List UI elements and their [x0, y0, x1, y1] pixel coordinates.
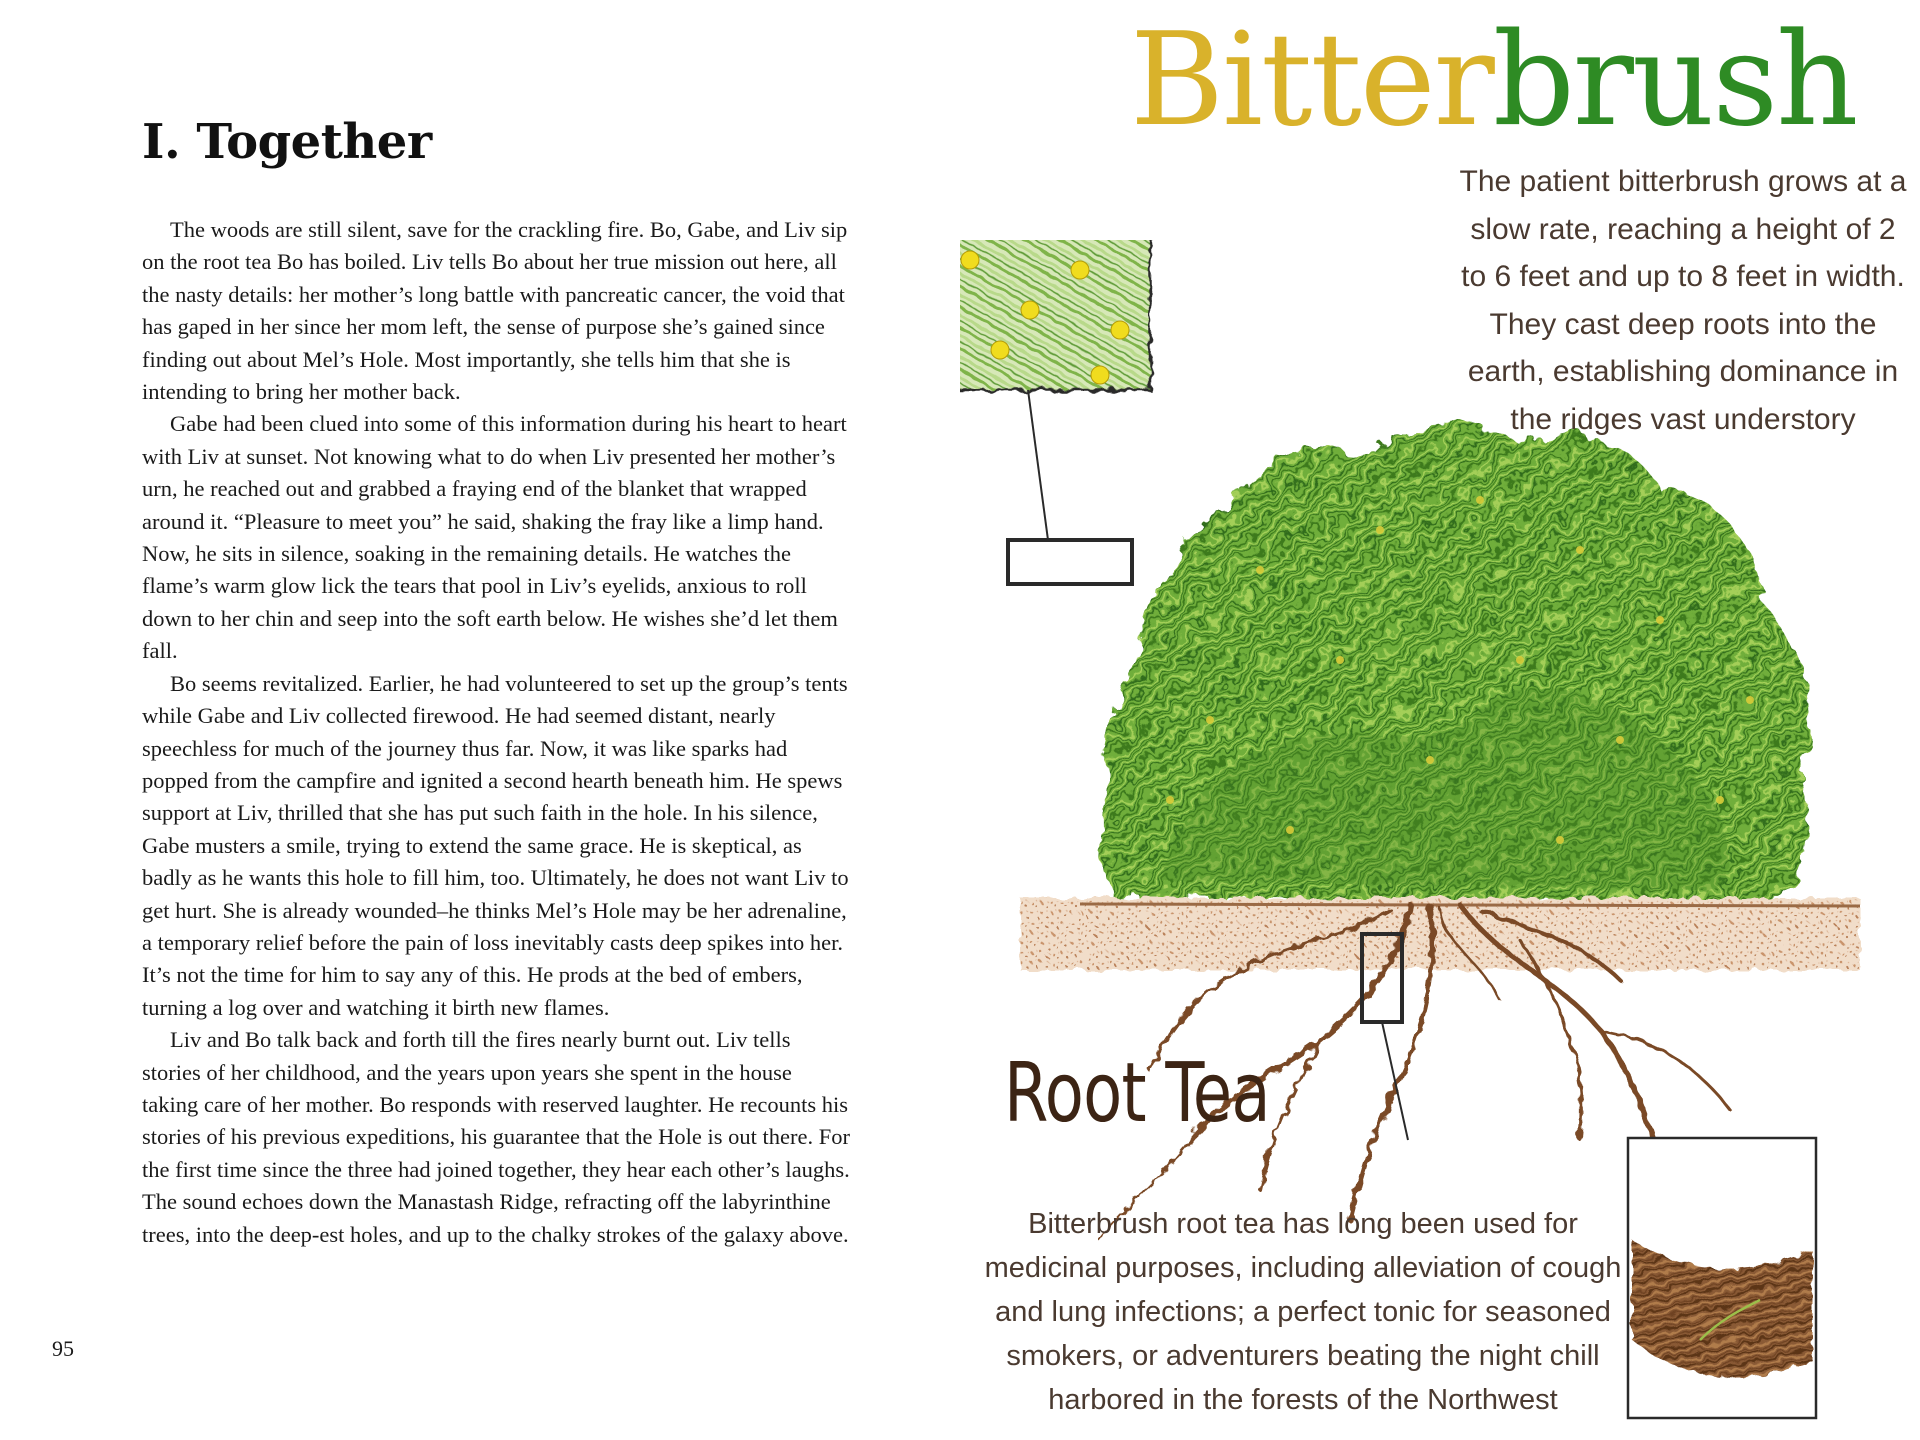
plant-title	[1130, 6, 1857, 156]
ground-line	[1080, 904, 1860, 906]
page-number: 95	[52, 1336, 74, 1361]
story-text	[142, 214, 852, 1251]
root-tea-description: Bitterbrush root tea has long been used for medicinal purposes, including alleviation of cough and lung infections; a perfect tonic for seasoned smokers, or adventurers beating the night chill harbored in the forests of the Northwest	[984, 1208, 1622, 1416]
shrub-foliage	[1102, 422, 1810, 910]
plant-intro: The patient bitterbrush grows at a slow rate, reaching a height of 2 to 6 feet and up to 8 feet in width. They cast deep roots into the earth, establishing dominance in the ridges vast understory	[1459, 165, 1907, 436]
plant-title-brush: brush	[1492, 6, 1857, 155]
plant-title-bitter: Bitter	[1130, 6, 1493, 155]
root-tea-heading: Root Tea	[1004, 1046, 1270, 1141]
story-paragraph-3: Bo seems revitalized. Earlier, he had volunteered to set up the group’s tents while Gabe and Liv collected firewood. He had seemed distant, nearly speechless for much of the journey thus far. Now, it was like sparks had popped from the campfire and ignited a second hearth beneath him. He spews support at Liv, thrilled that she has put such faith in the hole. In his silence, Gabe musters a smile, trying to extend the same grace. He is skeptical, as badly as he wants this hole to fill him, too. Ultimately, he does not want Liv to get hurt. She is already wounded–he thinks Mel’s Hole may be her adrenaline, a temporary relief before the pain of loss inevitably casts deep spikes into her. It’s not the time for him to say any of this. He prods at the bed of embers, turning a log over and watching it birth new flames.	[142, 670, 849, 1020]
story-paragraph-4: Liv and Bo talk back and forth till the fires nearly burnt out. Liv tells stories of her childhood, and the years upon years she spent in the house taking care of her mother. Bo responds with reserved laughter. He recounts his stories of his previous expeditions, his guarantee that the Hole is out there. For the first time since the three had joined together, they hear each other’s laughs. The sound echoes down the Manastash Ridge, refracting off the labyrinthine trees, into the deep-est holes, and up to the chalky strokes of the galaxy above.	[142, 1027, 850, 1247]
story-paragraph-1: The woods are still silent, save for the crackling fire. Bo, Gabe, and Liv sip on the root tea Bo has boiled. Liv tells Bo about her true mission out here, all the nasty details: her mother’s long battle with pancreatic cancer, the void that has gaped in her since her mom left, the sense of purpose she’s gained since finding out about Mel’s Hole. Most importantly, she tells him that she is intending to bring her mother back.	[142, 217, 848, 405]
chapter-title: I. Together	[142, 114, 432, 170]
story-paragraph-2: Gabe had been clued into some of this information during his heart to heart with Liv at sunset. Not knowing what to do when Liv presented her mother’s urn, he reached out and grabbed a fraying end of the blanket that wrapped around it. “Pleasure to meet you” he said, shaking the fray like a limp hand. Now, he sits in silence, soaking in the remaining details. He watches the flame’s warm glow lick the tears that pool in Liv’s eyelids, anxious to roll down to her chin and seep into the soft earth below. He wishes she’d let them fall.	[142, 411, 847, 664]
flower-detail	[960, 240, 1150, 584]
